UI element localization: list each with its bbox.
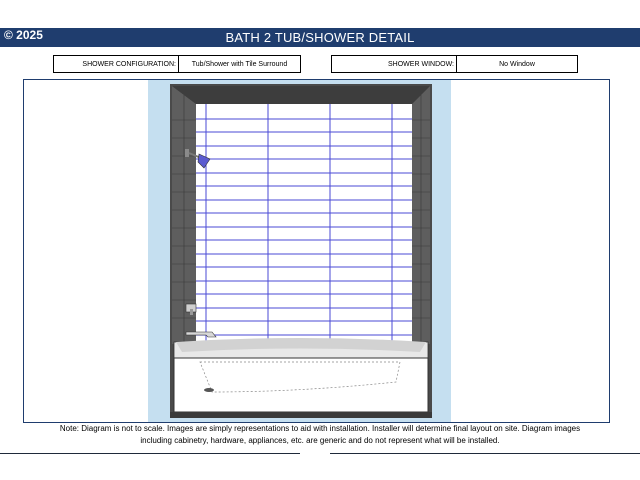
shower-window-label: SHOWER WINDOW: <box>332 56 457 72</box>
disclaimer-note <box>20 423 620 446</box>
note-line-2: including cabinetry, hardware, appliances, etc. are generic and do not represent what will be installed. <box>140 435 500 445</box>
shower-configuration-value: Tub/Shower with Tile Surround <box>191 60 288 68</box>
copyright-text: © 2025 <box>4 28 43 42</box>
footer-rule-left <box>0 453 300 454</box>
page-title: BATH 2 TUB/SHOWER DETAIL <box>225 30 415 45</box>
shower-window-value: No Window <box>499 60 535 68</box>
shower-configuration-label: SHOWER CONFIGURATION: <box>54 56 179 72</box>
bathtub <box>170 338 432 418</box>
note-line-1: Note: Diagram is not to scale. Images are simply representations to aid with installation. Installer will determine final layout on site. Diagram images <box>59 424 581 433</box>
top-soffit <box>172 86 430 104</box>
footer-rule-right <box>330 453 640 454</box>
